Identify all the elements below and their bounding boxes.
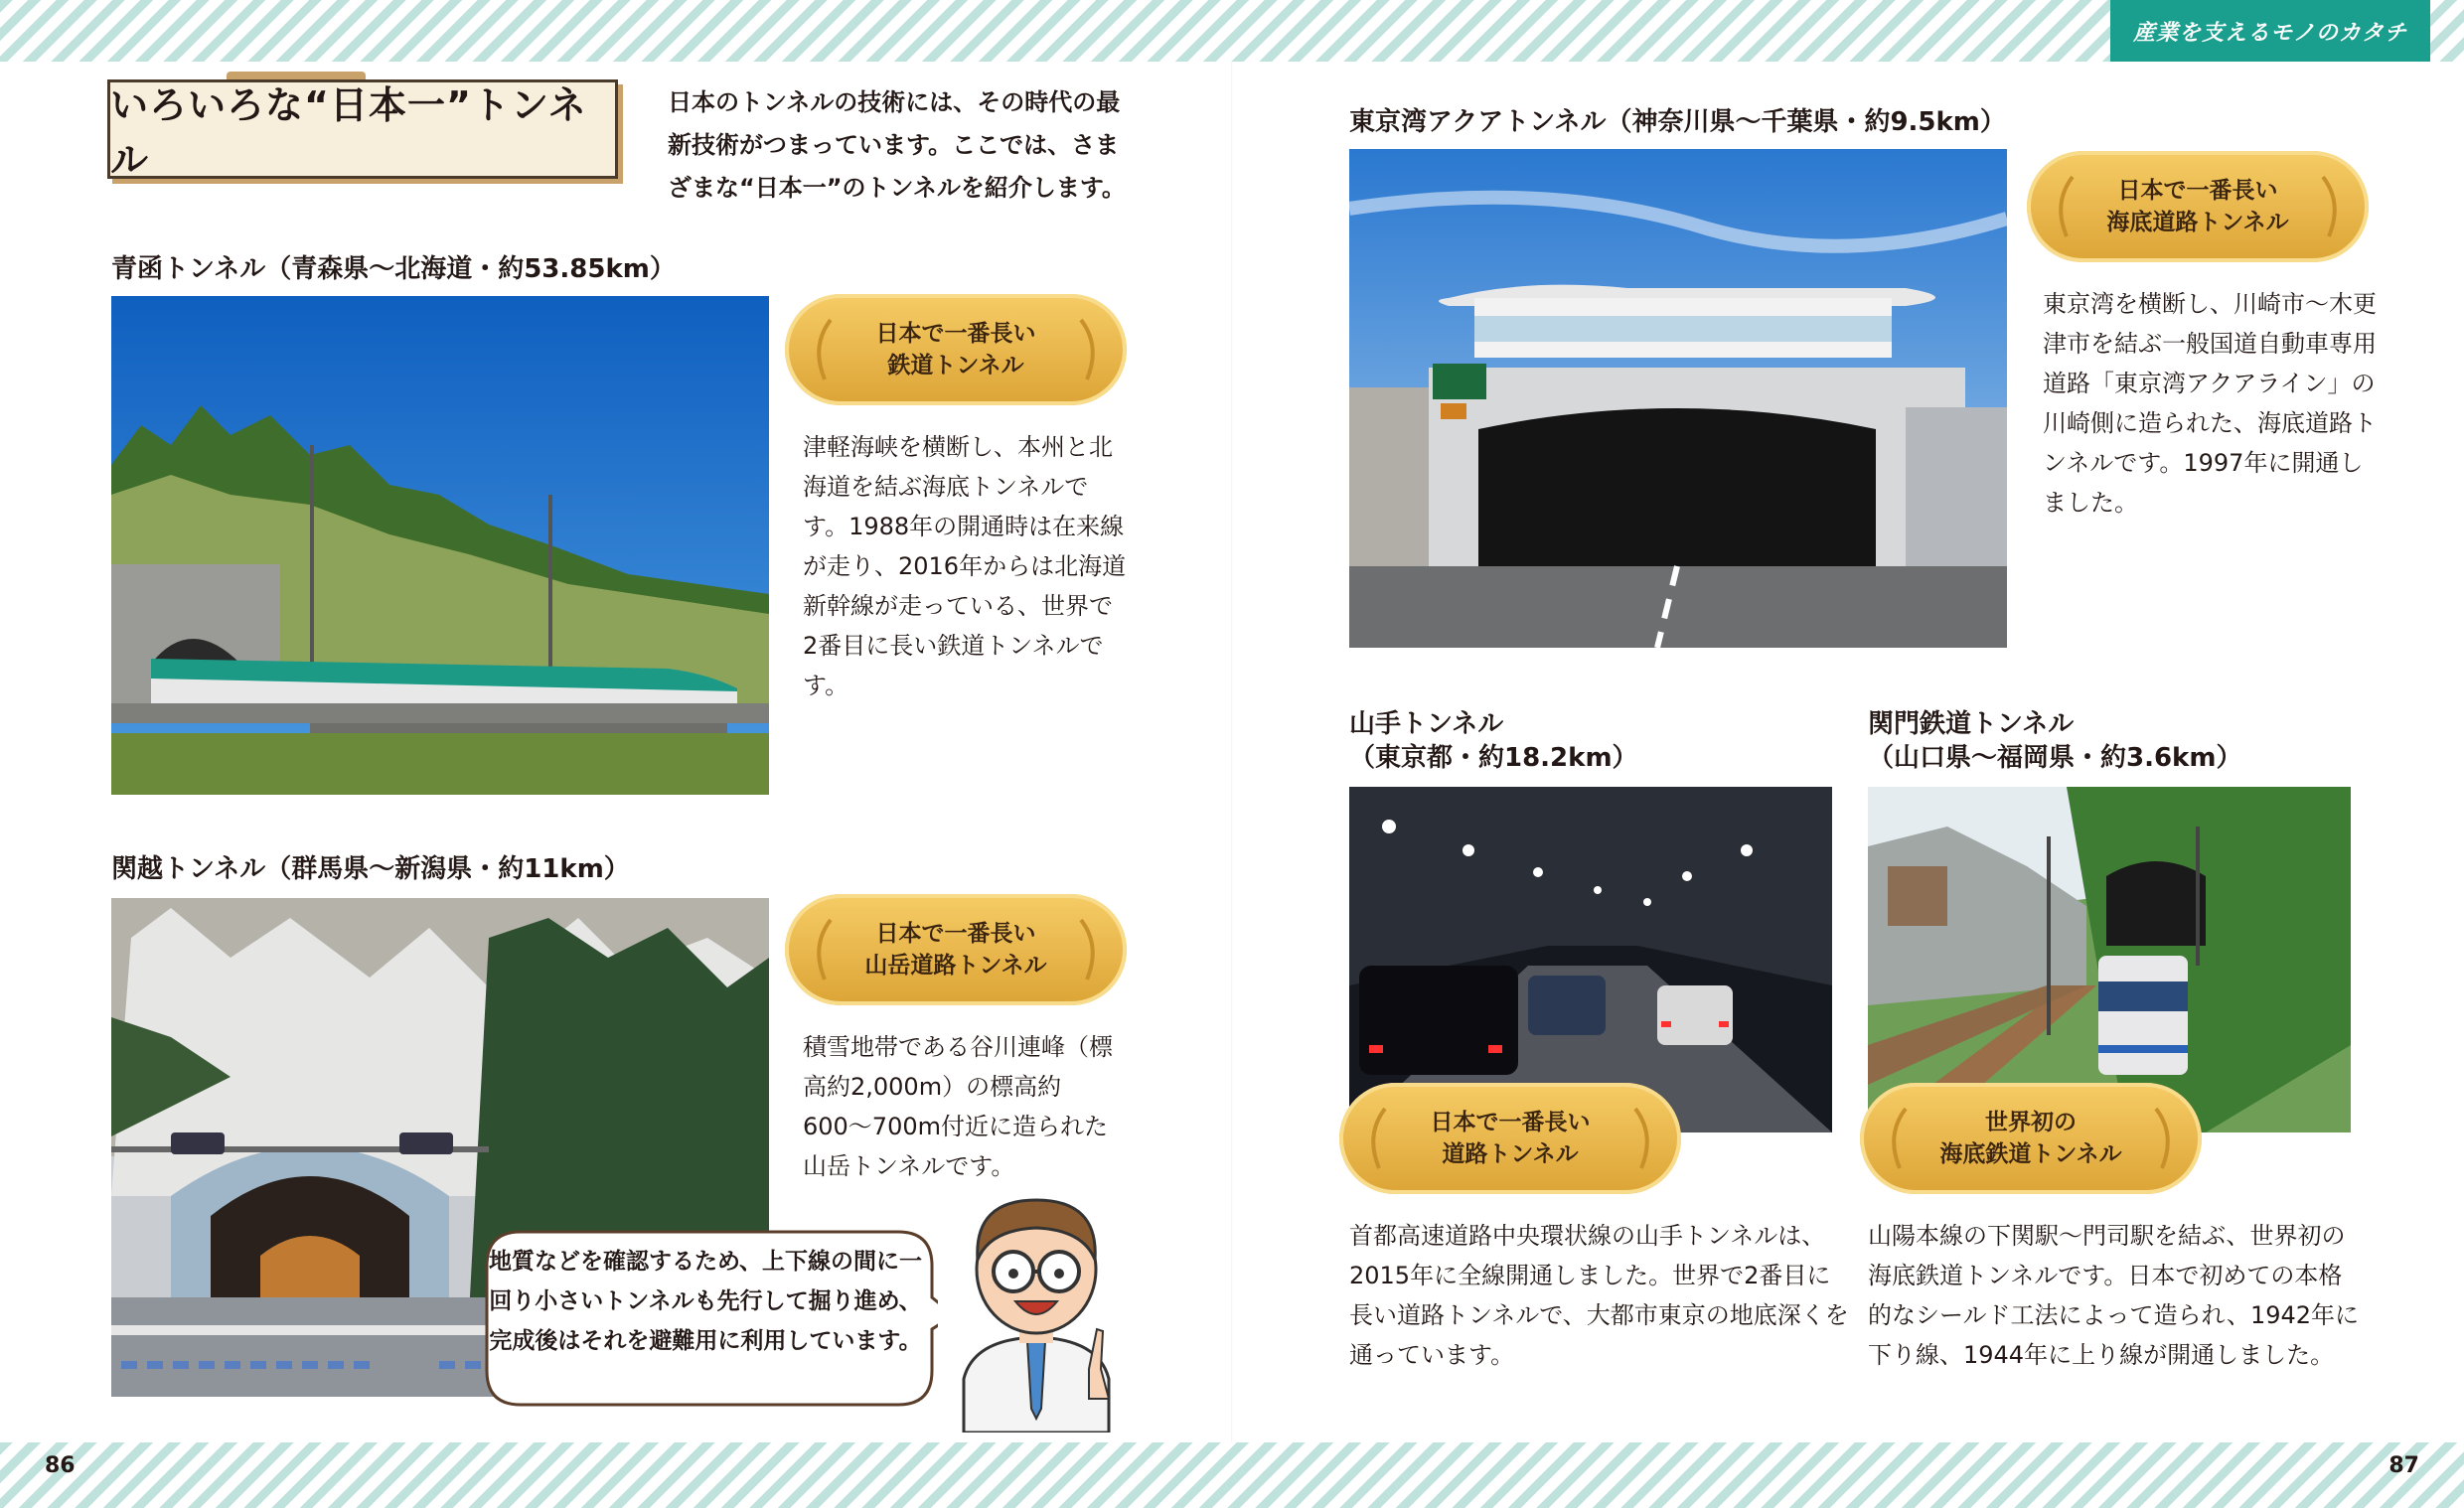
laurel-left-icon [2049,173,2079,240]
title-box [107,72,620,182]
kanmon-badge [1860,1083,2202,1194]
kanmon-railway-image [1868,787,2351,1132]
badge-line2: 海底鉄道トンネル [1939,1141,2122,1167]
laurel-right-icon [2317,173,2347,240]
seikan-description: 津軽海峡を横断し、本州と北海道を結ぶ海底トンネルです。1988年の開通時は在来線が走り、2016年からは北海道新幹線が走っている、世界で2番目に長い鉄道トンネルです。 [803,433,1127,699]
laurel-right-icon [2150,1105,2180,1172]
bottom-stripe-band [0,1442,2464,1508]
laurel-right-icon [1075,916,1105,983]
seikan-photo [111,296,769,795]
laurel-right-icon [1629,1105,1659,1172]
laurel-left-icon [1882,1105,1912,1172]
page-number-right: 87 [2388,1453,2419,1478]
kanetsu-description: 積雪地帯である谷川連峰（標高約2,000m）の標高約600〜700m付近に造られた山岳トンネルです。 [803,1033,1113,1180]
category-tab: 産業を支えるモノのカタチ [2110,0,2430,62]
badge-line1: 日本で一番長い [2117,178,2278,204]
kanetsu-badge [785,894,1127,1005]
badge-line2: 山岳道路トンネル [864,953,1047,979]
yamate-badge [1339,1083,1681,1194]
page-title: いろいろな“日本一”トンネル [110,83,587,182]
badge-line1: 世界初の [1985,1110,2077,1135]
speech-text: 地質などを確認するため、上下線の間に一回り小さいトンネルも先行して掘り進め、完成後はそれを避難用に利用しています。 [488,1249,923,1354]
yamate-tunnel-name [1349,707,1727,775]
top-stripe-band [0,0,2464,62]
page-fold-shadow [1231,62,1233,1442]
seikan-tunnel-name: 青函トンネル（青森県〜北海道・約53.85km） [111,254,676,284]
shinkansen-train-image [111,296,769,795]
aqua-description: 東京湾を横断し、川崎市〜木更津市を結ぶ一般国道自動車専用道路「東京湾アクアライン」の川崎側に造られた、海底道路トンネルです。1997年に開通しました。 [2043,290,2377,517]
teacher-character-icon [944,1170,1129,1433]
seikan-badge [785,294,1127,405]
kanmon-name-line1: 関門鉄道トンネル [1868,709,2075,739]
badge-line2: 道路トンネル [1442,1141,1579,1167]
aqua-tunnel-portal-image [1349,149,2007,648]
yamate-name-line2: （東京都・約18.2km） [1349,743,1638,773]
badge-line1: 日本で一番長い [875,321,1036,347]
aqua-photo [1349,149,2007,648]
kanmon-description: 山陽本線の下関駅〜門司駅を結ぶ、世界初の海底鉄道トンネルです。日本で初めての本格的なシールド工法によって造られ、1942年に下り線、1944年に上り線が開通しました。 [1868,1222,2360,1369]
title-frame [107,79,618,182]
intro-text: 日本のトンネルの技術には、その時代の最新技術がつまっています。ここでは、さまざまな“日本一”のトンネルを紹介します。 [668,88,1126,202]
badge-line1: 日本で一番長い [1430,1110,1591,1135]
badge-line2: 海底道路トンネル [2106,210,2289,235]
yamate-photo [1349,787,1832,1132]
kanetsu-tunnel-name: 関越トンネル（群馬県〜新潟県・約11km） [111,854,630,884]
yamate-description: 首都高速道路中央環状線の山手トンネルは、2015年に全線開通しました。世界で2番目に長い道路トンネルで、大都市東京の地底深くを通っています。 [1349,1222,1849,1369]
badge-line2: 鉄道トンネル [887,353,1024,378]
laurel-right-icon [1075,316,1105,383]
kanmon-tunnel-name [1868,707,2305,775]
aqua-tunnel-name: 東京湾アクアトンネル（神奈川県〜千葉県・約9.5km） [1349,107,2006,137]
kanmon-photo [1868,787,2351,1132]
page-number-left: 86 [45,1453,76,1478]
yamate-tunnel-interior-image [1349,787,1832,1132]
yamate-name-line1: 山手トンネル [1349,709,1504,739]
kanmon-name-line2: （山口県〜福岡県・約3.6km） [1868,743,2242,773]
aqua-badge [2027,151,2369,262]
laurel-left-icon [807,316,837,383]
badge-line1: 日本で一番長い [875,921,1036,947]
laurel-left-icon [807,916,837,983]
laurel-left-icon [1361,1105,1391,1172]
